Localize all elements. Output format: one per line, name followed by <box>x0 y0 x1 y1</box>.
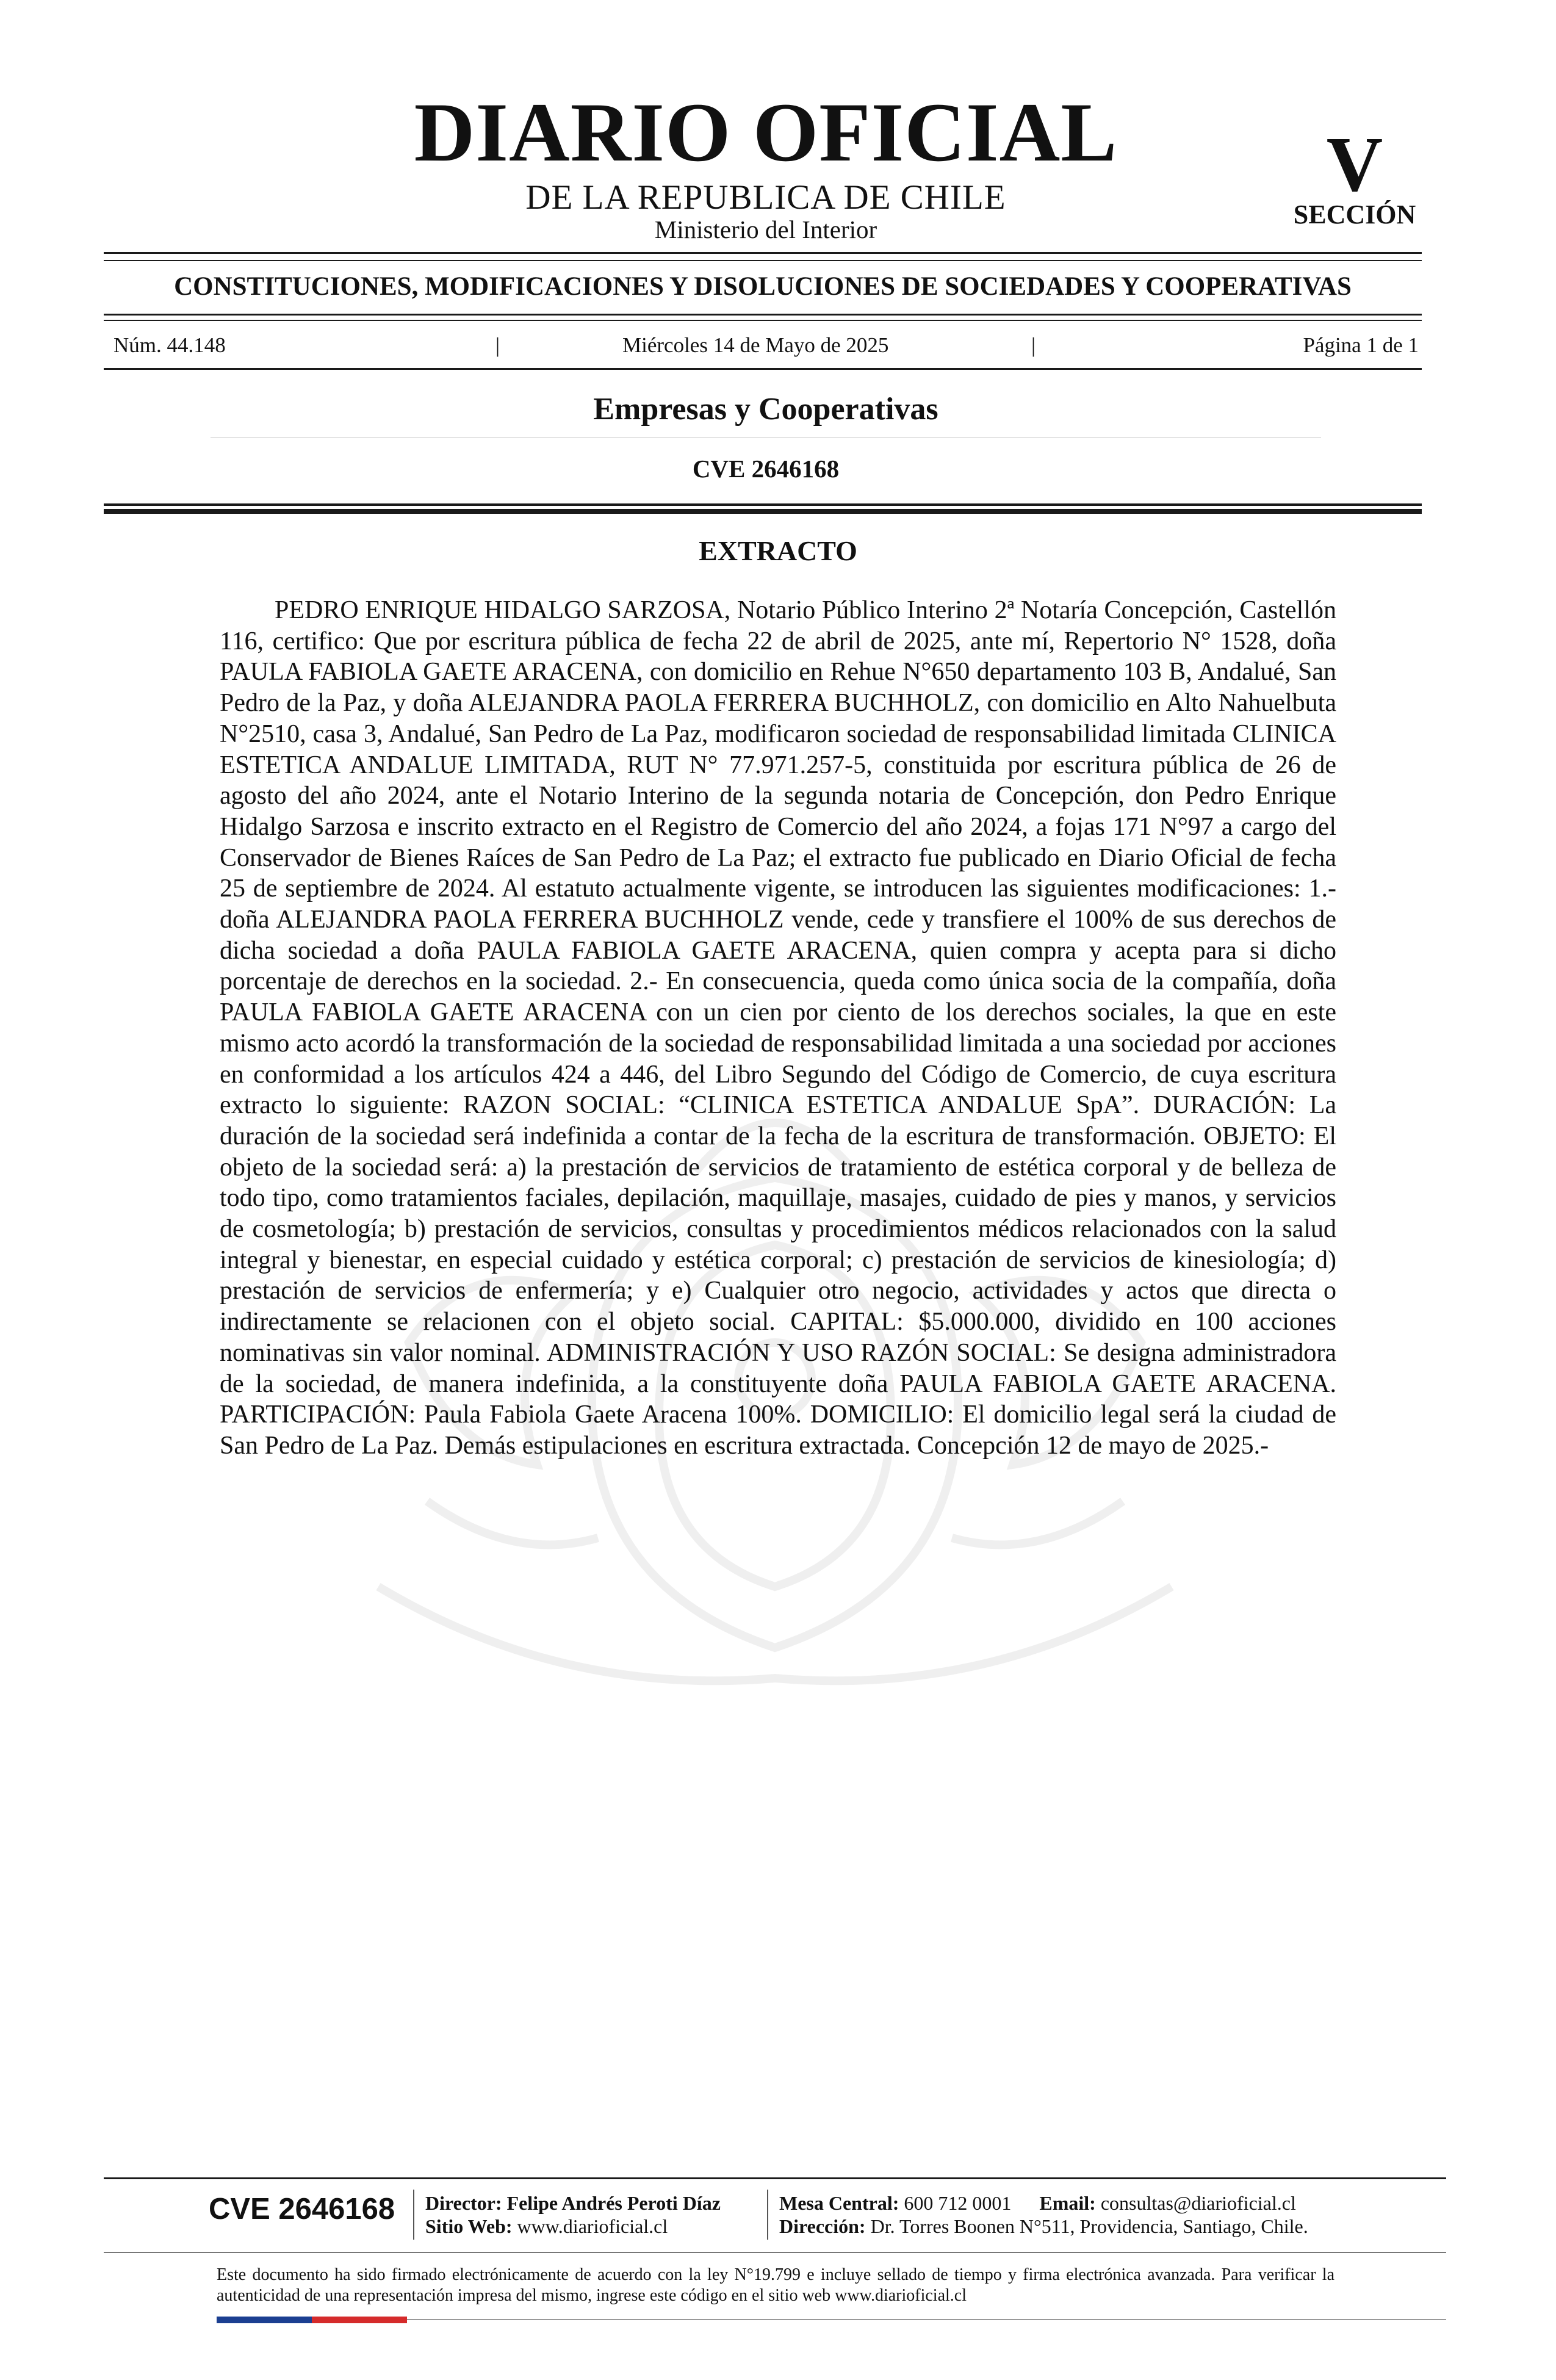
header-bottom-rule-thick <box>104 509 1422 514</box>
signature-notice: Este documento ha sido firmado electrónicamente de acuerdo con la ley N°19.799 e incluye sellado de tiempo y firma electrónica avanzada. Para verificar la autenticidad de una representación impresa del mismo, ingrese este código en el sitio web www.diarioficial.cl <box>217 2265 1334 2305</box>
section-letter: V <box>1326 121 1383 207</box>
masthead-subtitle: DE LA REPUBLICA DE CHILE <box>525 178 1006 217</box>
publication-section: Empresas y Cooperativas <box>593 392 938 427</box>
category-divider-bottom-thin <box>104 320 1422 321</box>
footer-column-divider <box>413 2190 414 2240</box>
email-link[interactable]: consultas@diarioficial.cl <box>1100 2192 1296 2214</box>
footer-phone-email <box>779 2191 1308 2215</box>
extract-body: PEDRO ENRIQUE HIDALGO SARZOSA, Notario Público Interino 2ª Notaría Concepción, Castellón 116, certifico: Que por escritura pública de fecha 22 de abril de 2025, ante mí, Repertorio N° 1528, doña PAULA FABIOLA GAETE ARACENA, con domicilio en Rehue N°650 departamento 103 B, Andalué, San Pedro de la Paz, y doña ALEJANDRA PAOLA FERRERA BUCHHOLZ, con domicilio en Alto Nahuelbuta N°2510, casa 3, Andalué, San Pedro de La Paz, modificaron sociedad de responsabilidad limitada CLINICA ESTETICA ANDALUE LIMITADA, RUT N° 77.971.257-5, constituida por escritura pública de 26 de agosto del año 2024, ante el Notario Interino de la segunda notaria de Concepción, don Pedro Enrique Hidalgo Sarzosa e inscrito extracto en el Registro de Comercio del año 2024, a fojas 171 N°97 a cargo del Conservador de Bienes Raíces de San Pedro de La Paz; el extracto fue publicado en Diario Oficial de fecha 25 de septiembre de 2024. Al estatuto actualmente vigente, se introducen las siguientes modificaciones: 1.- doña ALEJANDRA PAOLA FERRERA BUCHHOLZ vende, cede y transfiere el 100% de sus derechos de dicha sociedad a doña PAULA FABIOLA GAETE ARACENA, quien compra y acepta para si dicho porcentaje de derechos en la sociedad. 2.- En consecuencia, queda como única socia de la compañía, doña PAULA FABIOLA GAETE ARACENA con un cien por ciento de los derechos sociales, la que en este mismo acto acordó la transformación de la sociedad de responsabilidad limitada a una sociedad por acciones en conformidad a los artículos 424 a 446, del Libro Segundo del Código de Comercio, de cuya escritura extracto lo siguiente: RAZON SOCIAL: “CLINICA ESTETICA ANDALUE SpA”. DURACIÓN: La duración de la sociedad será indefinida a contar de la fecha de la escritura de transformación. OBJETO: El objeto de la sociedad será: a) la prestación de servicios de tratamiento de estética corporal y de belleza de todo tipo, como tratamientos faciales, depilación, maquillaje, masajes, cuidado de pies y manos, y servicios de cosmetología; b) prestación de servicios, consultas y procedimientos médicos relacionados con la salud integral y bienestar, en especial cuidado y estética corporal; c) prestación de servicios de kinesiología; d) prestación de servicios de enfermería; y e) Cualquier otro negocio, actividades y actos que directa o indirectamente se relacionen con el objeto social. CAPITAL: $5.000.000, dividido en 100 acciones nominativas sin valor nominal. ADMINISTRACIÓN Y USO RAZÓN SOCIAL: Se designa administradora de la sociedad, de manera indefinida, a la constituyente doña PAULA FABIOLA GAETE ARACENA. PARTICIPACIÓN: Paula Fabiola Gaete Aracena 100%. DOMICILIO: El domicilio legal será la ciudad de San Pedro de La Paz. Demás estipulaciones en escritura extractada. Concepción 12 de mayo de 2025.- <box>220 596 1336 1460</box>
category-title: CONSTITUCIONES, MODIFICACIONES Y DISOLUCIONES DE SOCIEDADES Y COOPERATIVAS <box>174 272 1352 301</box>
footer-divider-top <box>104 2177 1446 2179</box>
masthead-title: DIARIO OFICIAL <box>414 85 1118 179</box>
header-bottom-rule <box>104 503 1422 506</box>
email-label: Email: <box>1039 2192 1096 2214</box>
cve-code: CVE 2646168 <box>692 455 840 483</box>
footer-director <box>425 2191 721 2215</box>
category-divider-bottom <box>104 314 1422 316</box>
website-label: Sitio Web: <box>425 2215 513 2237</box>
phone-label: Mesa Central: <box>779 2192 899 2214</box>
director-name: Felipe Andrés Peroti Díaz <box>506 2192 721 2214</box>
section-label: SECCIÓN <box>1293 200 1416 229</box>
info-separator: | <box>1031 333 1036 357</box>
flag-stripe-blue <box>217 2317 312 2323</box>
footer-contact-left <box>425 2191 721 2238</box>
page-number: Página 1 de 1 <box>1303 333 1419 357</box>
phone-number: 600 712 0001 <box>904 2192 1012 2214</box>
footer-divider-bottom <box>407 2319 1446 2320</box>
director-label: Director: <box>425 2192 502 2214</box>
footer-website <box>425 2215 721 2238</box>
footer-contact-right <box>779 2191 1308 2238</box>
footer-column-divider <box>767 2190 768 2240</box>
category-divider-top <box>104 260 1422 261</box>
flag-stripe-red <box>312 2317 407 2323</box>
footer-divider-middle <box>104 2252 1446 2253</box>
footer-cve-code: CVE 2646168 <box>209 2193 395 2226</box>
footer-address <box>779 2215 1308 2238</box>
masthead-divider <box>104 252 1422 254</box>
info-separator: | <box>495 333 500 357</box>
issue-date: Miércoles 14 de Mayo de 2025 <box>622 333 889 357</box>
masthead-ministry: Ministerio del Interior <box>654 215 877 243</box>
website-link[interactable]: www.diarioficial.cl <box>517 2215 668 2237</box>
extract-heading: EXTRACTO <box>699 535 857 566</box>
address-label: Dirección: <box>779 2215 866 2237</box>
info-divider <box>104 368 1422 370</box>
issue-number: Núm. 44.148 <box>113 333 226 357</box>
address-text: Dr. Torres Boonen N°511, Providencia, Santiago, Chile. <box>870 2215 1308 2237</box>
